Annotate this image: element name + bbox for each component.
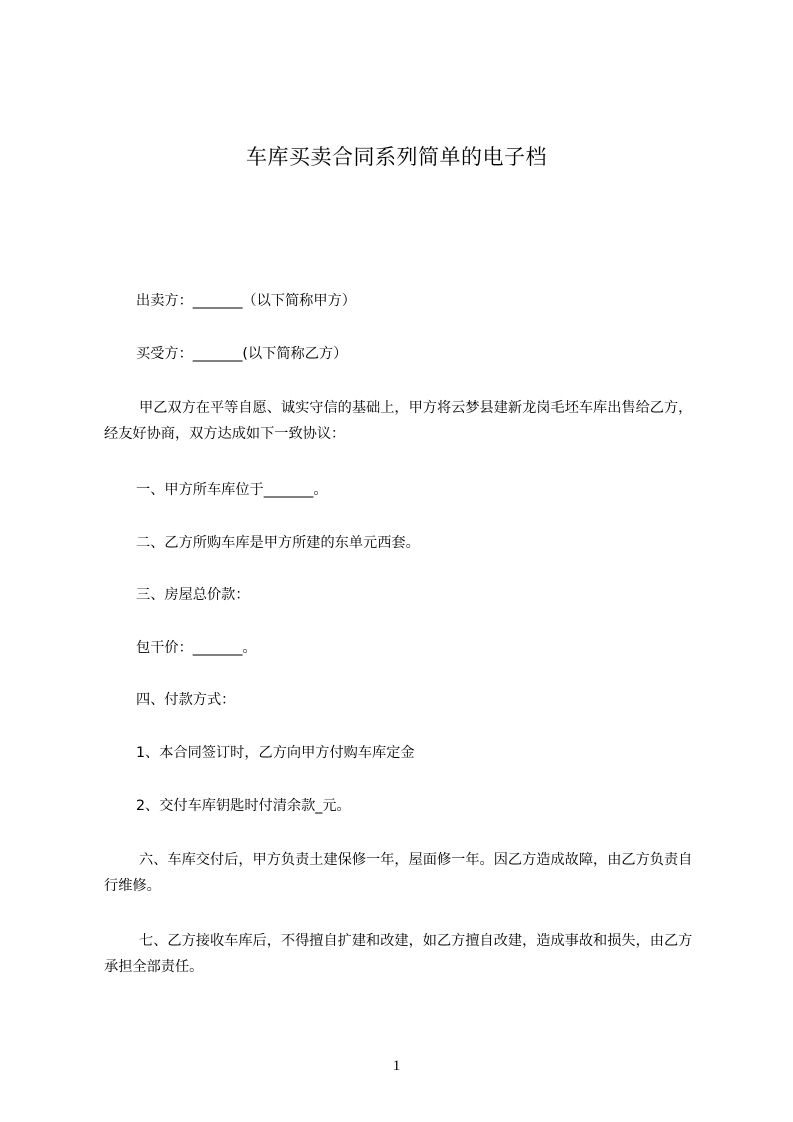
clause-4 (104, 687, 700, 713)
seller-line-text: 出卖方：_______（以下简称甲方） (136, 293, 356, 309)
intro-paragraph: 甲乙双方在平等自愿、诚实守信的基础上，甲方将云梦县建新龙岗毛坯车库出售给乙方，经友好协商，双方达成如下一致协议： (104, 400, 693, 442)
clause-4-text: 四、付款方式： (136, 692, 236, 708)
page-title: 车库买卖合同系列简单的电子档 (246, 145, 547, 169)
clause-1 (104, 477, 700, 503)
payment-item-2 (104, 793, 700, 819)
clause-3 (104, 582, 700, 608)
buyer-line (104, 341, 700, 367)
clause-3-text: 三、房屋总价款： (136, 587, 250, 603)
clause-2 (104, 530, 700, 556)
page-number: 1 (392, 1058, 401, 1074)
clause-1-text: 一、甲方所车库位于_______。 (136, 482, 328, 498)
clause-7: 七、乙方接收车库后，不得擅自扩建和改建，如乙方擅自改建，造成事故和损失，由乙方承担全部责任。 (104, 933, 693, 975)
lump-sum-price-text: 包干价：_______。 (136, 640, 257, 656)
payment-item-1-text: 1、本合同签订时，乙方向甲方付购车库定金 (136, 745, 415, 761)
payment-item-1 (104, 740, 700, 766)
clause-6: 六、车库交付后，甲方负责土建保修一年，屋面修一年。因乙方造成故障，由乙方负责自行维修。 (104, 852, 693, 894)
clause-2-text: 二、乙方所购车库是甲方所建的东单元西套。 (136, 535, 420, 551)
lump-sum-price (104, 635, 700, 661)
seller-line (104, 288, 700, 314)
payment-item-2-text: 2、交付车库钥匙时付清余款_元。 (136, 798, 351, 814)
buyer-line-text: 买受方：_______(以下简称乙方） (136, 346, 348, 362)
